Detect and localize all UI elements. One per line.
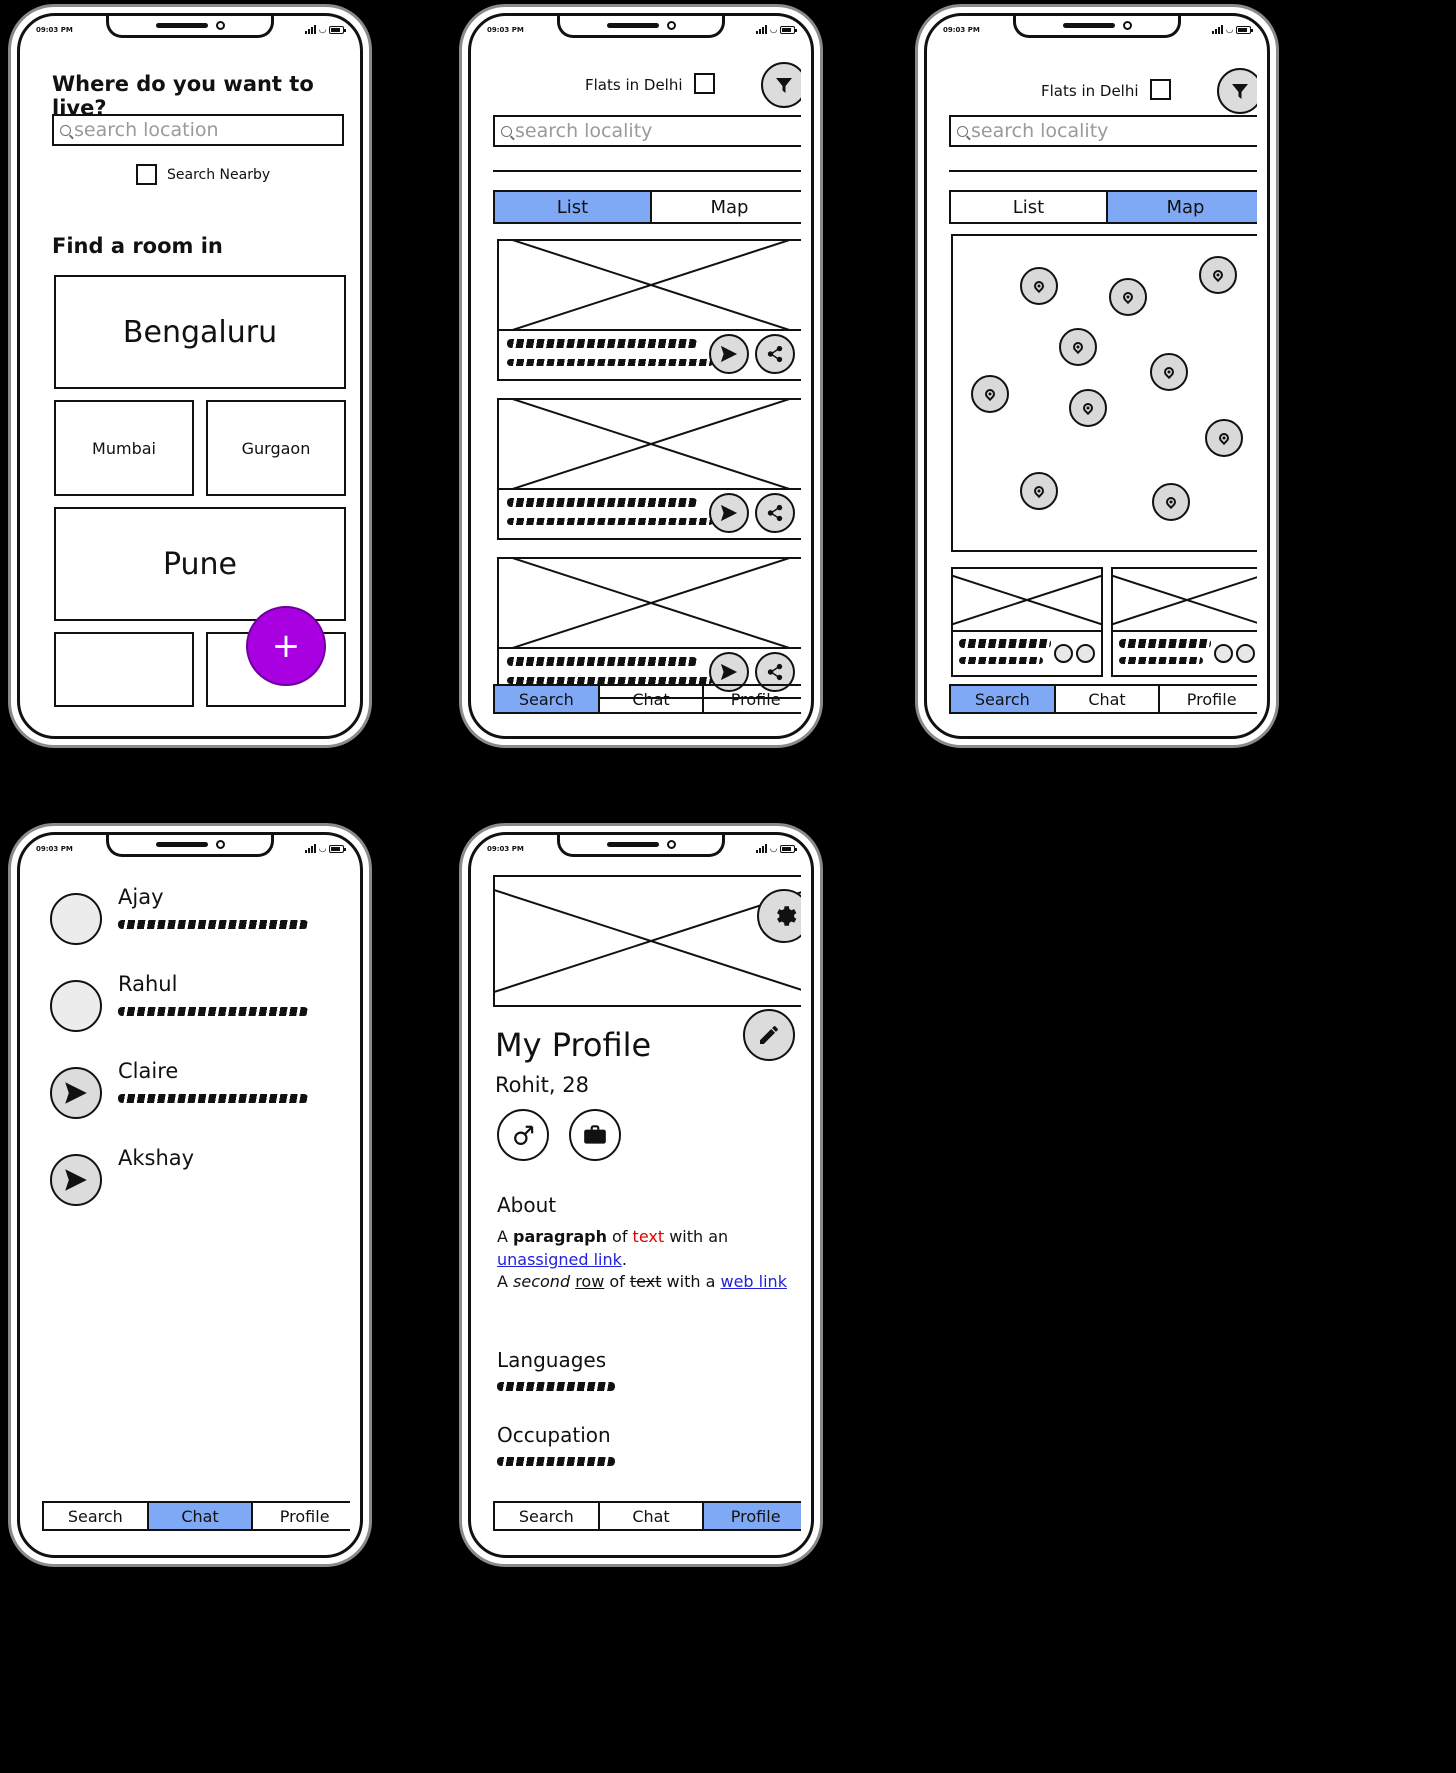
search-icon [501,126,512,137]
listing-image [497,398,801,490]
briefcase-icon [582,1122,608,1148]
listing-text-line [507,339,697,348]
status-time: 09:03 PM [36,26,73,34]
tab-profile[interactable]: Profile [702,686,801,712]
map-pin[interactable] [1109,278,1147,316]
signal-icon [756,26,767,34]
speaker-grille [607,23,659,28]
tab-chat[interactable]: Chat [147,1503,252,1529]
message-preview [118,1094,308,1103]
location-pin-icon [1164,495,1178,509]
plus-icon: + [271,626,301,666]
screen-search-city [30,42,350,726]
listing-text-line [959,657,1043,664]
filter-button[interactable] [761,62,801,108]
tab-search[interactable]: Search [518,1506,574,1526]
italic-word: second [513,1272,571,1292]
search-locality-input[interactable] [949,115,1257,147]
contact-name: Ajay [118,885,164,909]
listing-text-line [507,518,713,525]
gender-male-icon [510,1122,536,1148]
city-label: Gurgaon [241,438,311,458]
search-icon [60,125,71,136]
tab-profile[interactable]: Profile [702,1503,801,1529]
wifi-icon: ◡ [770,24,777,35]
tab-profile[interactable]: Profile [251,1503,350,1529]
filter-icon [774,75,794,95]
front-camera [216,840,225,849]
share-icon [766,663,784,681]
listing-card[interactable] [497,398,801,540]
phone-frame-chat-list [8,823,372,1567]
listing-text-line [507,359,713,366]
list-item[interactable] [50,1146,350,1218]
status-icons [305,26,344,35]
listing-mini-card[interactable] [1111,567,1257,677]
battery-icon [329,26,344,34]
listing-mini-card[interactable] [951,567,1103,677]
avatar [50,1154,102,1206]
map-pin[interactable] [971,375,1009,413]
languages-heading: Languages [497,1348,607,1372]
speaker-grille [156,842,208,847]
about-line2: A second row of text with a web link [497,1272,787,1292]
tab-profile[interactable]: Profile [1158,686,1257,712]
phone-notch [106,835,274,857]
city-label: Mumbai [92,438,156,458]
location-pin-icon [1211,268,1225,282]
signal-icon [305,26,316,34]
red-word: text [632,1227,665,1246]
strikethrough-word: text [629,1272,662,1292]
web-link[interactable]: web link [720,1272,787,1292]
contact-name: Claire [118,1059,179,1083]
tab-list[interactable]: List [495,192,650,222]
phone-notch [557,16,725,38]
map-canvas[interactable] [951,234,1257,552]
phone-notch [1013,16,1181,38]
header-title: Flats in Delhi [585,76,683,94]
tab-search[interactable]: Search [495,686,598,712]
listing-image [951,567,1103,632]
profile-subtitle: Rohit, 28 [495,1073,589,1097]
city-card-gurgaon[interactable] [206,400,346,496]
dot-button[interactable] [1076,644,1095,663]
list-item[interactable] [50,1059,350,1131]
occupation-badge [569,1109,621,1161]
front-camera [1123,21,1132,30]
listing-text-line [1119,639,1211,648]
listing-text-line [1119,657,1203,664]
status-icons [756,845,795,854]
front-camera [667,21,676,30]
battery-icon [329,845,344,853]
list-item[interactable] [50,972,350,1044]
share-icon [766,504,784,522]
status-time: 09:03 PM [36,845,73,853]
tab-chat[interactable]: Chat [598,686,703,712]
phone-frame-search-city [8,4,372,748]
message-preview [118,920,308,929]
city-label: Pune [162,546,238,582]
battery-icon [780,845,795,853]
search-nearby-row[interactable] [136,164,270,185]
bottom-tab-bar[interactable] [493,684,801,714]
city-card-bengaluru[interactable] [54,275,346,389]
filter-icon [1230,81,1250,101]
avatar [50,1067,102,1119]
location-pin-icon [1071,340,1085,354]
dot-button[interactable] [1236,644,1255,663]
front-camera [216,21,225,30]
send-icon [64,1081,88,1105]
underline-word: row [575,1272,605,1292]
send-icon [720,663,738,681]
speaker-grille [607,842,659,847]
bottom-tab-bar[interactable] [949,684,1257,714]
about-text [497,1226,797,1294]
page-title: Where do you want to live? [52,72,314,120]
header-title: Flats in Delhi [1041,82,1139,100]
battery-icon [780,26,795,34]
add-button[interactable] [246,606,326,686]
header-checkbox[interactable] [694,73,715,94]
city-card-empty-1[interactable] [54,632,194,707]
speaker-grille [1063,23,1115,28]
map-pin[interactable] [1150,353,1188,391]
contact-name: Rahul [118,972,178,996]
header-divider [949,170,1257,172]
map-pin[interactable] [1059,328,1097,366]
screen-chat-list [30,861,350,1545]
screen-map-results [937,42,1257,726]
send-icon [64,1168,88,1192]
tab-chat[interactable]: Chat [1054,686,1159,712]
about-line1: A paragraph of text with an unassigned link. [497,1227,729,1269]
speaker-grille [156,23,208,28]
status-time: 09:03 PM [487,26,524,34]
location-pin-icon [1217,431,1231,445]
listing-image [497,557,801,649]
city-label: Bengaluru [122,314,278,350]
dot-button[interactable] [1054,644,1073,663]
status-icons [305,845,344,854]
tab-search[interactable]: Search [951,686,1054,712]
view-toggle[interactable] [493,190,801,224]
signal-icon [1212,26,1223,34]
tab-map[interactable]: Map [1106,192,1257,222]
phone-notch [106,16,274,38]
page-title: My Profile [495,1026,652,1064]
filter-button[interactable] [1217,68,1257,114]
listing-text-line [507,677,713,684]
wifi-icon: ◡ [1226,24,1233,35]
status-time: 09:03 PM [487,845,524,853]
send-button[interactable] [709,334,749,374]
pencil-icon [757,1023,781,1047]
status-icons [756,26,795,35]
search-nearby-checkbox[interactable] [136,164,157,185]
location-pin-icon [983,387,997,401]
bottom-tab-bar[interactable] [493,1501,801,1531]
contact-name: Akshay [118,1146,195,1170]
map-pin[interactable] [1020,472,1058,510]
map-pin[interactable] [1020,267,1058,305]
tab-list[interactable]: List [1012,196,1045,218]
signal-icon [756,845,767,853]
occupation-heading: Occupation [497,1423,611,1447]
location-pin-icon [1032,484,1046,498]
listing-card[interactable] [497,557,801,699]
wifi-icon: ◡ [319,24,326,35]
search-location-placeholder: search location [74,119,219,141]
share-icon [766,345,784,363]
status-time: 09:03 PM [943,26,980,34]
search-nearby-label: Search Nearby [167,166,271,183]
avatar [50,980,102,1032]
location-pin-icon [1032,279,1046,293]
unassigned-link[interactable]: unassigned link [497,1249,622,1269]
location-pin-icon [1081,401,1095,415]
location-pin-icon [1121,290,1135,304]
send-button[interactable] [709,493,749,533]
edit-profile-button[interactable] [743,1009,795,1061]
occupation-value [497,1457,615,1466]
screen-profile [481,861,801,1545]
listing-text-line [507,657,697,666]
share-button[interactable] [755,334,795,374]
send-icon [720,504,738,522]
languages-value [497,1382,615,1391]
listing-text-line [959,639,1051,648]
avatar [50,893,102,945]
message-preview [118,1007,308,1016]
bold-word: paragraph [513,1227,607,1246]
phone-frame-map-results [915,4,1279,748]
screen-list-results [481,42,801,726]
phone-frame-profile [459,823,823,1567]
view-toggle[interactable] [949,190,1257,224]
tab-search[interactable]: Search [67,1506,123,1526]
search-locality-input[interactable] [493,115,801,147]
phone-frame-list-results [459,4,823,748]
bottom-tab-bar[interactable] [42,1501,350,1531]
about-heading: About [497,1193,557,1217]
listing-image [1111,567,1257,632]
profile-cover-image [493,875,801,1007]
header-divider [493,170,801,172]
status-icons [1212,26,1251,35]
send-icon [720,345,738,363]
map-pin[interactable] [1199,256,1237,294]
city-card-mumbai[interactable] [54,400,194,496]
front-camera [667,840,676,849]
location-pin-icon [1162,365,1176,379]
search-locality-placeholder: search locality [515,120,653,142]
gear-icon [771,903,797,929]
find-room-heading: Find a room in [52,234,223,258]
listing-text-line [507,498,697,507]
listing-card[interactable] [497,239,801,381]
battery-icon [1236,26,1251,34]
search-locality-placeholder: search locality [971,120,1109,142]
phone-notch [557,835,725,857]
wifi-icon: ◡ [770,843,777,854]
map-pin[interactable] [1205,419,1243,457]
city-card-pune[interactable] [54,507,346,621]
map-pin[interactable] [1152,483,1190,521]
search-icon [957,126,968,137]
share-button[interactable] [755,493,795,533]
header-checkbox[interactable] [1150,79,1171,100]
wifi-icon: ◡ [319,843,326,854]
signal-icon [305,845,316,853]
map-pin[interactable] [1069,389,1107,427]
search-location-input[interactable] [52,114,344,146]
dot-button[interactable] [1214,644,1233,663]
list-item[interactable] [50,885,350,957]
listing-image [497,239,801,331]
tab-map[interactable]: Map [650,192,801,222]
tab-chat[interactable]: Chat [598,1503,703,1529]
gender-badge [497,1109,549,1161]
